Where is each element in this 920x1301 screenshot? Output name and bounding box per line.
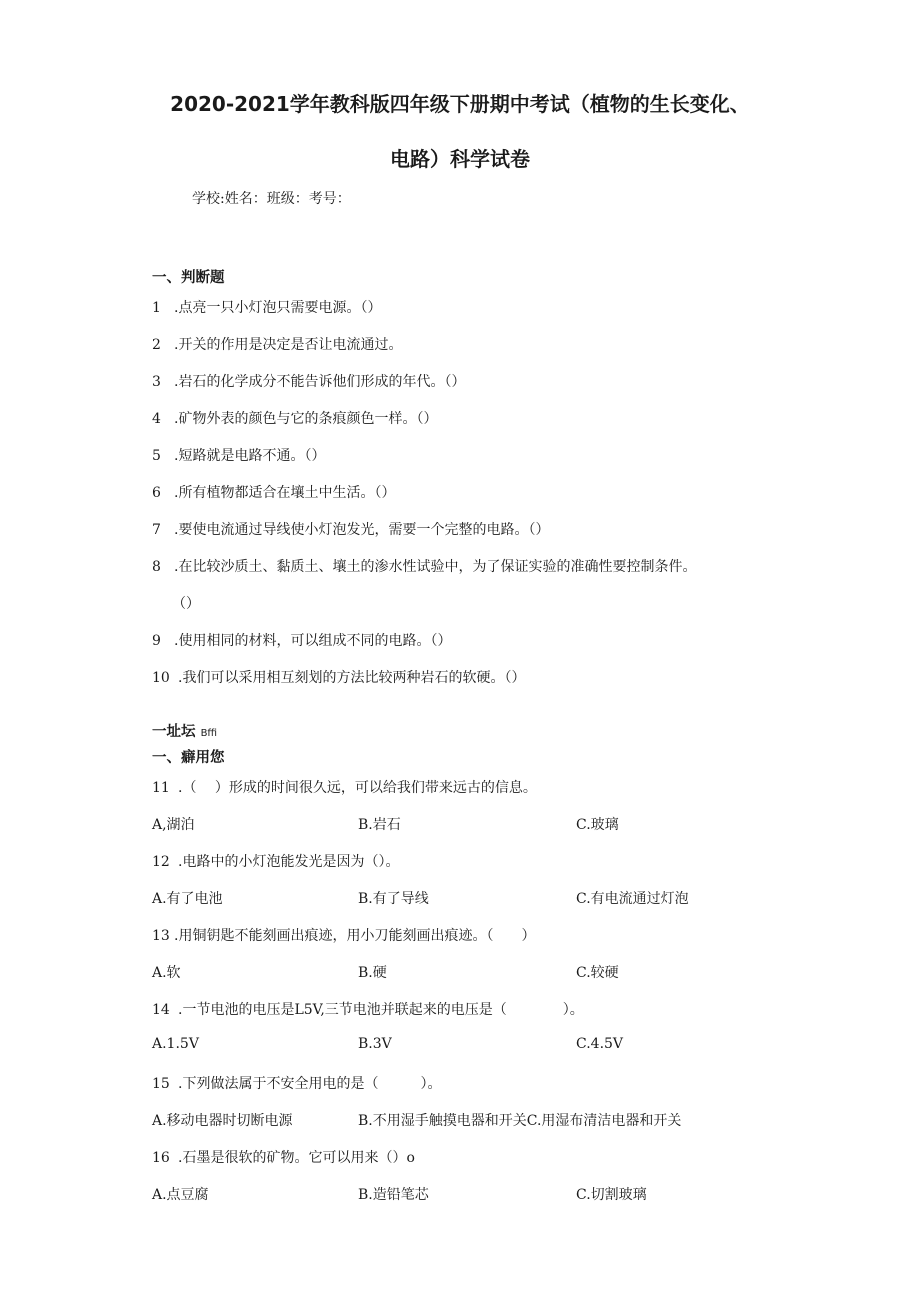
option-a: A.有了电池 bbox=[152, 891, 223, 907]
question-number: 8 bbox=[152, 559, 161, 575]
question-14 bbox=[152, 999, 584, 1019]
option-b: B.岩石 bbox=[358, 817, 401, 833]
question-text: .矿物外表的颜色与它的条痕颜色一样。（） bbox=[174, 411, 438, 427]
question-text: .我们可以采用相互刻划的方法比较两种岩石的软硬。（） bbox=[178, 670, 526, 686]
option-a: A,湖泊 bbox=[152, 817, 195, 833]
option-c: C.4.5V bbox=[576, 1036, 624, 1052]
question-10 bbox=[152, 667, 525, 687]
option-b-and-c: B.不用湿手触摸电器和开关C.用湿布清洁电器和开关 bbox=[358, 1113, 682, 1129]
section-heading-suffix: Bffi bbox=[200, 728, 218, 739]
exam-title-line-1: 2020-2021学年教科版四年级下册期中考试（植物的生长变化、 bbox=[170, 92, 750, 116]
question-13 bbox=[152, 925, 535, 945]
option-c: C.玻璃 bbox=[576, 817, 619, 833]
question-number: 14 bbox=[152, 1002, 170, 1018]
question-12 bbox=[152, 851, 399, 871]
question-5 bbox=[152, 445, 325, 465]
option-b: B.造铅笔芯 bbox=[358, 1187, 429, 1203]
question-text: .石墨是很软的矿物。它可以用来（）o bbox=[178, 1150, 415, 1166]
question-number: 3 bbox=[152, 374, 161, 390]
question-9 bbox=[152, 630, 451, 650]
question-2 bbox=[152, 334, 402, 354]
question-text: .下列做法属于不安全用电的是（ ）。 bbox=[178, 1076, 442, 1092]
question-text: .一节电池的电压是L5V,三节电池并联起来的电压是（ ）。 bbox=[178, 1002, 584, 1018]
question-number: 1 bbox=[152, 300, 161, 316]
question-number: 4 bbox=[152, 411, 161, 427]
question-number: 13 bbox=[152, 928, 170, 944]
question-text: .要使电流通过导线使小灯泡发光，需要一个完整的电路。（） bbox=[174, 522, 550, 538]
option-a: A.1.5V bbox=[152, 1036, 199, 1052]
question-number: 7 bbox=[152, 522, 161, 538]
question-16 bbox=[152, 1147, 415, 1167]
question-11 bbox=[152, 777, 537, 797]
question-number: 11 bbox=[152, 780, 170, 796]
question-7 bbox=[152, 519, 549, 539]
option-a: A.点豆腐 bbox=[152, 1187, 209, 1203]
question-text: .开关的作用是决定是否让电流通过。 bbox=[174, 337, 403, 353]
option-c: C.有电流通过灯泡 bbox=[576, 891, 689, 907]
question-number: 16 bbox=[152, 1150, 170, 1166]
option-b: B.硬 bbox=[358, 965, 387, 981]
question-text: .电路中的小灯泡能发光是因为（）。 bbox=[178, 854, 400, 870]
question-number: 9 bbox=[152, 633, 161, 649]
option-a: A.移动电器时切断电源 bbox=[152, 1113, 293, 1129]
option-c: C.切割玻璃 bbox=[576, 1187, 647, 1203]
section-heading-text: 一址坛 bbox=[152, 724, 196, 740]
option-a: A.软 bbox=[152, 965, 181, 981]
question-3 bbox=[152, 371, 465, 391]
question-number: 15 bbox=[152, 1076, 170, 1092]
section-heading-judgement: 一、判断题 bbox=[152, 270, 225, 286]
question-text: .用铜钥匙不能刻画出痕迹，用小刀能刻画出痕迹。（ ） bbox=[174, 928, 536, 944]
question-text: .在比较沙质土、黏质土、壤土的渗水性试验中，为了保证实验的准确性要控制条件。 bbox=[174, 559, 697, 575]
question-number: 12 bbox=[152, 854, 170, 870]
option-c: C.较硬 bbox=[576, 965, 619, 981]
question-4 bbox=[152, 408, 437, 428]
question-text: .点亮一只小灯泡只需要电源。（） bbox=[174, 300, 382, 316]
section-heading-choice: 一、癖用您 bbox=[152, 750, 225, 766]
option-b: B.有了导线 bbox=[358, 891, 429, 907]
question-number: 10 bbox=[152, 670, 170, 686]
section-heading-garbled bbox=[152, 720, 217, 741]
question-1 bbox=[152, 297, 381, 317]
question-15 bbox=[152, 1073, 441, 1093]
question-6 bbox=[152, 482, 395, 502]
question-text: .岩石的化学成分不能告诉他们形成的年代。（） bbox=[174, 374, 466, 390]
question-8-answer-bracket: （） bbox=[172, 596, 200, 612]
question-text: .所有植物都适合在壤土中生活。（） bbox=[174, 485, 396, 501]
question-text: .短路就是电路不通。（） bbox=[174, 448, 326, 464]
question-number: 6 bbox=[152, 485, 161, 501]
option-b: B.3V bbox=[358, 1036, 392, 1052]
question-number: 5 bbox=[152, 448, 161, 464]
student-info-line: 学校:姓名：班级：考号： bbox=[192, 191, 351, 207]
question-text: .（ ）形成的时间很久远，可以给我们带来远古的信息。 bbox=[178, 780, 537, 796]
question-text: .使用相同的材料，可以组成不同的电路。（） bbox=[174, 633, 452, 649]
question-8 bbox=[152, 556, 696, 576]
question-number: 2 bbox=[152, 337, 161, 353]
exam-title-line-2: 电路）科学试卷 bbox=[390, 147, 530, 171]
